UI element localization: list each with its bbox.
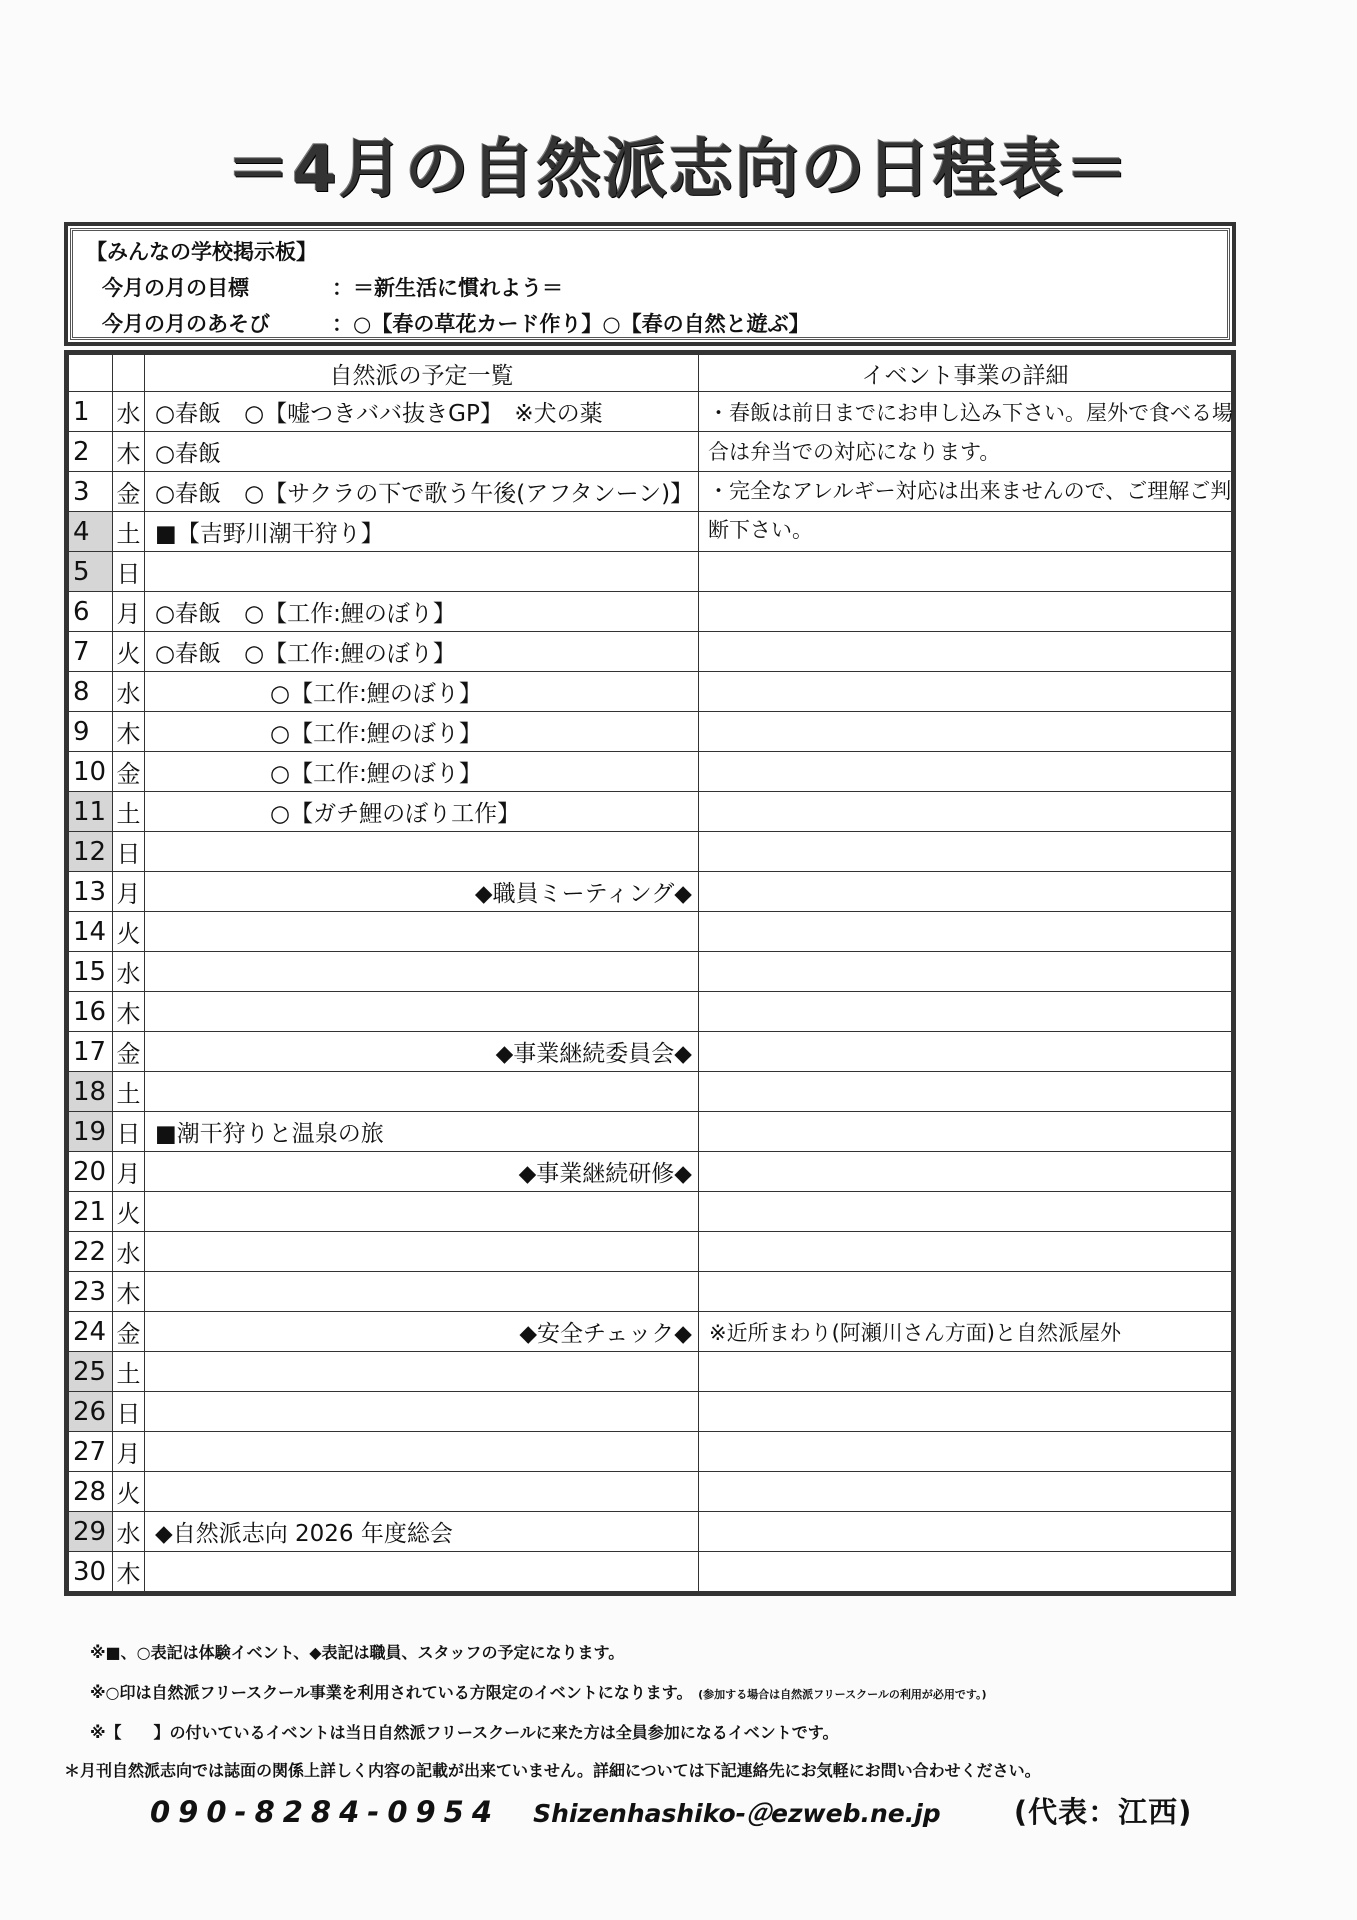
table-row — [69, 1352, 1232, 1392]
event-detail — [699, 632, 1232, 672]
event-detail — [699, 1392, 1232, 1432]
goal-value: ：＝新生活に慣れよう＝ — [332, 276, 563, 300]
table-row — [69, 1072, 1232, 1112]
day-number: 29 — [69, 1512, 113, 1552]
table-row — [69, 872, 1232, 912]
event-detail — [699, 1112, 1232, 1152]
day-of-week: 火 — [113, 1472, 145, 1512]
schedule-entry: ○【工作:鯉のぼり】 — [145, 672, 699, 712]
event-detail — [699, 792, 1232, 832]
footnote-3: ※【 】の付いているイベントは当日自然派フリースクールに来た方は全員参加になるイベントです。 — [90, 1723, 839, 1742]
day-of-week: 月 — [113, 872, 145, 912]
event-detail — [699, 1232, 1232, 1272]
day-number: 8 — [69, 672, 113, 712]
event-detail — [699, 992, 1232, 1032]
day-of-week: 土 — [113, 792, 145, 832]
table-row — [69, 752, 1232, 792]
schedule-entry — [145, 1072, 699, 1112]
day-number: 10 — [69, 752, 113, 792]
day-number: 14 — [69, 912, 113, 952]
event-detail — [699, 592, 1232, 632]
day-number: 16 — [69, 992, 113, 1032]
day-number: 20 — [69, 1152, 113, 1192]
event-detail — [699, 872, 1232, 912]
day-of-week: 土 — [113, 512, 145, 552]
day-of-week: 木 — [113, 992, 145, 1032]
table-row — [69, 552, 1232, 592]
day-of-week: 水 — [113, 392, 145, 432]
table-row — [69, 672, 1232, 712]
schedule-entry: ○春飯 ○【工作:鯉のぼり】 — [145, 632, 699, 672]
event-detail — [699, 832, 1232, 872]
table-row — [69, 1272, 1232, 1312]
table-row — [69, 1512, 1232, 1552]
schedule-entry: ◆自然派志向 2026 年度総会 — [145, 1512, 699, 1552]
day-of-week: 土 — [113, 1352, 145, 1392]
event-detail — [699, 1512, 1232, 1552]
schedule-entry: ◆事業継続委員会◆ — [145, 1032, 699, 1072]
day-number: 17 — [69, 1032, 113, 1072]
day-of-week: 日 — [113, 1112, 145, 1152]
event-detail — [699, 952, 1232, 992]
table-row — [69, 1032, 1232, 1072]
play-value: ：○【春の草花カード作り】○【春の自然と遊ぶ】 — [332, 312, 810, 336]
day-number: 18 — [69, 1072, 113, 1112]
day-of-week: 木 — [113, 432, 145, 472]
day-number: 28 — [69, 1472, 113, 1512]
table-row — [69, 1432, 1232, 1472]
day-number: 26 — [69, 1392, 113, 1432]
day-number: 24 — [69, 1312, 113, 1352]
day-of-week: 月 — [113, 1152, 145, 1192]
day-of-week: 日 — [113, 552, 145, 592]
table-row — [69, 1112, 1232, 1152]
table-row — [69, 632, 1232, 672]
day-of-week: 月 — [113, 592, 145, 632]
schedule-entry — [145, 1552, 699, 1592]
header-schedule: 自然派の予定一覧 — [145, 355, 699, 392]
day-number: 23 — [69, 1272, 113, 1312]
day-number: 21 — [69, 1192, 113, 1232]
day-of-week: 金 — [113, 1032, 145, 1072]
event-detail — [699, 712, 1232, 752]
day-number: 15 — [69, 952, 113, 992]
schedule-entry: ◆安全チェック◆ — [145, 1312, 699, 1352]
schedule-entry — [145, 1192, 699, 1232]
day-of-week: 木 — [113, 1552, 145, 1592]
day-of-week: 金 — [113, 752, 145, 792]
day-of-week: 火 — [113, 1192, 145, 1232]
day-number: 4 — [69, 512, 113, 552]
event-detail — [699, 1152, 1232, 1192]
contact-representative: (代表：江西) — [1013, 1795, 1193, 1829]
schedule-entry: ◆職員ミーティング◆ — [145, 872, 699, 912]
schedule-entry: ○春飯 — [145, 432, 699, 472]
footnote-1: ※■、○表記は体験イベント、◆表記は職員、スタッフの予定になります。 — [90, 1643, 625, 1662]
table-row — [69, 1312, 1232, 1352]
table-row — [69, 952, 1232, 992]
table-row — [69, 912, 1232, 952]
event-detail — [699, 1552, 1232, 1592]
event-detail — [699, 1352, 1232, 1392]
schedule-entry — [145, 1272, 699, 1312]
day-number: 30 — [69, 1552, 113, 1592]
table-row — [69, 1552, 1232, 1592]
day-of-week: 火 — [113, 632, 145, 672]
day-number: 12 — [69, 832, 113, 872]
day-of-week: 水 — [113, 1232, 145, 1272]
schedule-entry — [145, 1432, 699, 1472]
table-row — [69, 1472, 1232, 1512]
schedule-entry: ○春飯 ○【サクラの下で歌う午後(アフタンーン)】 — [145, 472, 699, 512]
schedule-entry: ○【工作:鯉のぼり】 — [145, 712, 699, 752]
footnote-2-main: ※○印は自然派フリースクール事業を利用されている方限定のイベントになります。 — [90, 1683, 693, 1702]
table-row — [69, 1192, 1232, 1232]
details-text: ・春飯は前日までにお申し込み下さい。屋外で食べる場合は弁当での対応になります。 ・完全なアレルギー対応は出来ませんので、ご理解ご判断下さい。 — [708, 401, 1233, 542]
day-number: 13 — [69, 872, 113, 912]
event-detail — [699, 552, 1232, 592]
event-detail — [699, 1472, 1232, 1512]
day-number: 11 — [69, 792, 113, 832]
header-dow — [113, 355, 145, 392]
contact-email: Shizenhashiko-＠ezweb.ne.jp — [533, 1799, 941, 1828]
day-number: 25 — [69, 1352, 113, 1392]
table-row — [69, 592, 1232, 632]
goal-label: 今月の月の目標 — [102, 276, 249, 300]
day-number: 1 — [69, 392, 113, 432]
contact-line — [150, 1790, 1192, 1831]
day-of-week: 木 — [113, 712, 145, 752]
table-row — [69, 792, 1232, 832]
event-detail — [699, 752, 1232, 792]
event-detail — [699, 1072, 1232, 1112]
schedule-entry: ■【吉野川潮干狩り】 — [145, 512, 699, 552]
day-number: 2 — [69, 432, 113, 472]
event-details-note — [68, 394, 1232, 550]
day-of-week: 日 — [113, 1392, 145, 1432]
table-header-row — [69, 355, 1232, 392]
contact-phone: 090-8284-0954 — [150, 1795, 501, 1829]
day-of-week: 水 — [113, 1512, 145, 1552]
event-detail — [699, 1192, 1232, 1232]
event-detail — [699, 1272, 1232, 1312]
table-row — [69, 1152, 1232, 1192]
event-detail: ※近所まわり(阿瀬川さん方面)と自然派屋外 — [699, 1312, 1232, 1352]
day-number: 7 — [69, 632, 113, 672]
header-details: イベント事業の詳細 — [699, 355, 1232, 392]
schedule-entry — [145, 1352, 699, 1392]
table-row — [69, 1232, 1232, 1272]
event-detail — [699, 1032, 1232, 1072]
day-number: 5 — [69, 552, 113, 592]
schedule-entry: ■潮干狩りと温泉の旅 — [145, 1112, 699, 1152]
schedule-entry — [145, 992, 699, 1032]
table-row — [69, 832, 1232, 872]
day-number: 19 — [69, 1112, 113, 1152]
schedule-entry — [145, 832, 699, 872]
schedule-entry: ○【ガチ鯉のぼり工作】 — [145, 792, 699, 832]
schedule-entry: ○【工作:鯉のぼり】 — [145, 752, 699, 792]
board-heading: 【みんなの学校掲示板】 — [86, 240, 317, 264]
event-detail — [699, 672, 1232, 712]
footnote-2-small: (参加する場合は自然派フリースクールの利用が必用です。) — [698, 1688, 987, 1701]
day-number: 6 — [69, 592, 113, 632]
event-detail — [699, 912, 1232, 952]
table-row — [69, 712, 1232, 752]
footnote-2 — [90, 1680, 987, 1703]
event-detail — [699, 1432, 1232, 1472]
day-of-week: 木 — [113, 1272, 145, 1312]
schedule-entry — [145, 1232, 699, 1272]
schedule-entry: ○春飯 ○【工作:鯉のぼり】 — [145, 592, 699, 632]
schedule-entry — [145, 912, 699, 952]
day-of-week: 土 — [113, 1072, 145, 1112]
day-of-week: 日 — [113, 832, 145, 872]
day-number: 22 — [69, 1232, 113, 1272]
schedule-entry: ◆事業継続研修◆ — [145, 1152, 699, 1192]
footnote-4: ＊月刊自然派志向では誌面の関係上詳しく内容の記載が出来ていません。詳細については下記連絡先にお気軽にお問い合わせください。 — [64, 1761, 1041, 1780]
schedule-table — [64, 350, 1236, 1596]
day-number: 3 — [69, 472, 113, 512]
day-of-week: 月 — [113, 1432, 145, 1472]
play-label: 今月の月のあそび — [102, 312, 270, 336]
table-row — [69, 992, 1232, 1032]
day-of-week: 火 — [113, 912, 145, 952]
day-of-week: 水 — [113, 672, 145, 712]
schedule-entry — [145, 1472, 699, 1512]
day-number: 27 — [69, 1432, 113, 1472]
schedule-entry — [145, 1392, 699, 1432]
day-of-week: 金 — [113, 472, 145, 512]
bulletin-board — [64, 222, 1236, 346]
schedule-entry: ○春飯 ○【嘘つきババ抜きGP】 ※犬の薬 — [145, 392, 699, 432]
day-number: 9 — [69, 712, 113, 752]
header-day — [69, 355, 113, 392]
schedule-entry — [145, 552, 699, 592]
page-title: ＝4月の自然派志向の日程表＝ — [226, 133, 1131, 207]
day-of-week: 水 — [113, 952, 145, 992]
table-row — [69, 1392, 1232, 1432]
schedule-entry — [145, 952, 699, 992]
day-of-week: 金 — [113, 1312, 145, 1352]
